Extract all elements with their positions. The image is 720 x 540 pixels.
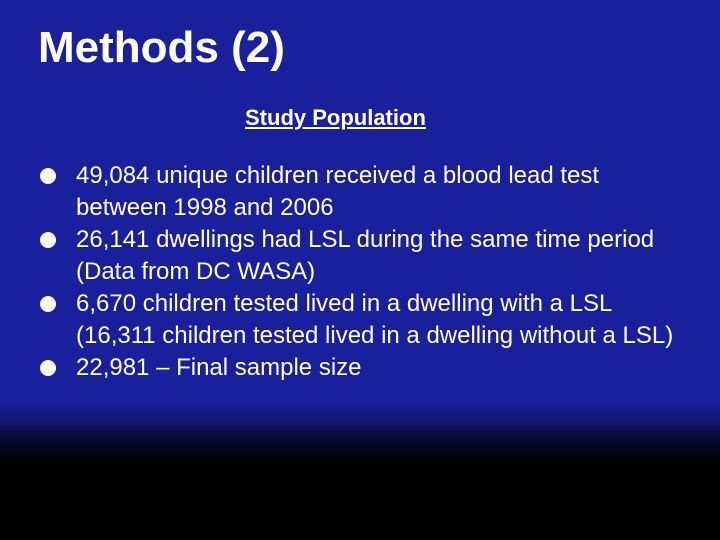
bullet-item (38, 160, 678, 224)
bullet-text: 6,670 children tested lived in a dwelling with a LSL (16,311 children tested lived in a dwelling without a LSL) (76, 290, 674, 349)
bullet-item (38, 352, 678, 384)
bullet-item (38, 288, 678, 352)
bullet-item (38, 224, 678, 288)
bullet-dot-icon (40, 168, 56, 184)
bullet-text: 26,141 dwellings had LSL during the same time period (Data from DC WASA) (76, 226, 655, 285)
bullet-list (38, 160, 678, 384)
bullet-dot-icon (40, 232, 56, 248)
bullet-text: 49,084 unique children received a blood lead test between 1998 and 2006 (76, 162, 600, 221)
slide-title: Methods (2) (38, 23, 285, 72)
section-subtitle: Study Population (245, 105, 426, 130)
bullet-text: 22,981 – Final sample size (76, 354, 362, 381)
bullet-dot-icon (40, 296, 56, 312)
bullet-dot-icon (40, 360, 56, 376)
